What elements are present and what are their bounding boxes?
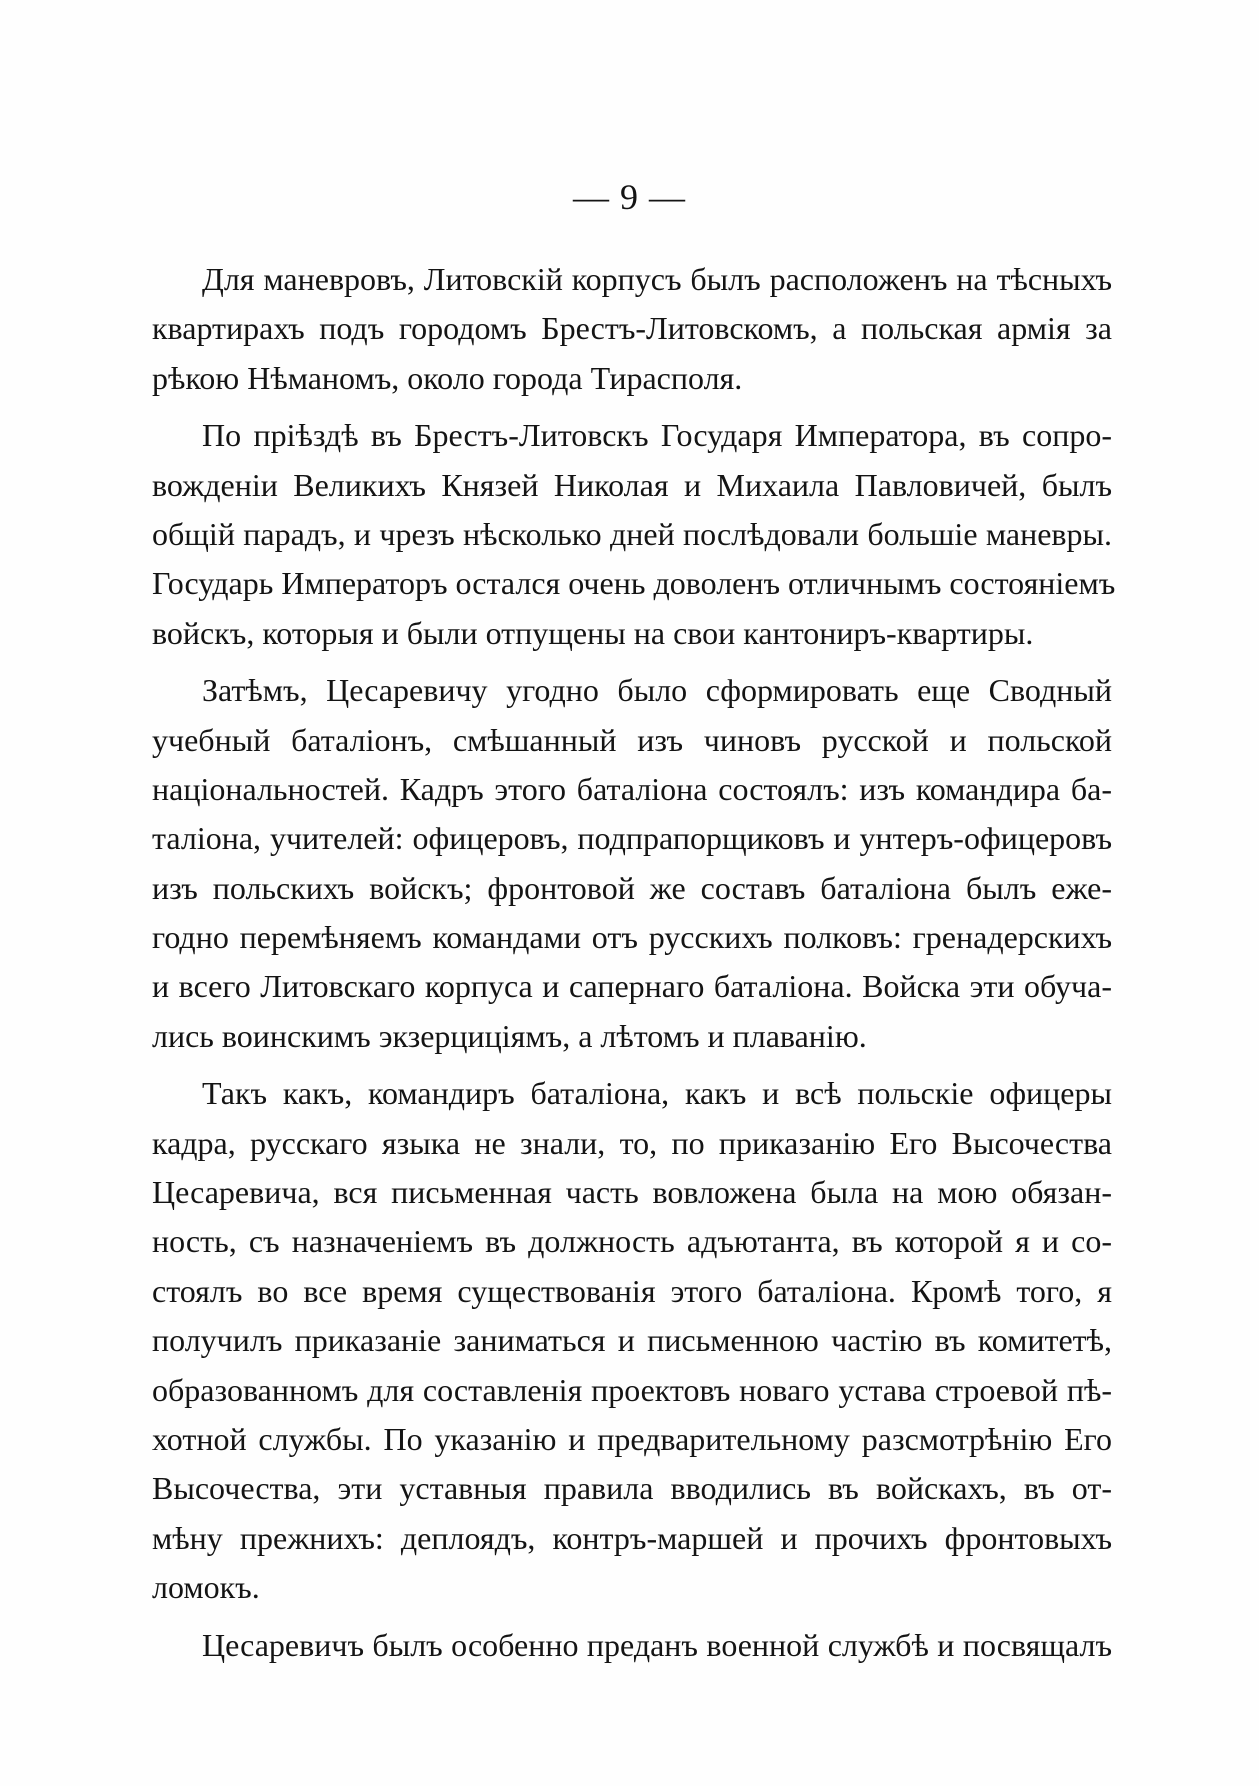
text-line: таліона, учителей: офицеровъ, подпрапорщиковъ и унтеръ-офицеровъ: [152, 820, 1112, 857]
text-line: кадра, русскаго языка не знали, то, по приказанію Его Высочества: [152, 1124, 1112, 1161]
text-line: національностей. Кадръ этого баталіона состоялъ: изъ командира ба-: [152, 770, 1112, 807]
text-line: стоялъ во все время существованія этого баталіона. Кромѣ того, я: [152, 1272, 1112, 1309]
text-line: Затѣмъ, Цесаревичу угодно было сформировать еще Сводный: [202, 672, 1112, 709]
text-line: Для маневровъ, Литовскій корпусъ былъ расположенъ на тѣсныхъ: [202, 261, 1112, 297]
text-line: учебный баталіонъ, смѣшанный изъ чиновъ русской и польской: [152, 721, 1112, 758]
text-line: ность, съ назначеніемъ въ должность адъютанта, въ которой я и со-: [152, 1223, 1112, 1260]
page-number: — 9 —: [573, 177, 686, 217]
text-line: Такъ какъ, командиръ баталіона, какъ и всѣ польскіе офицеры: [202, 1075, 1112, 1112]
text-line: получилъ приказаніе заниматься и письменною частію въ комитетѣ,: [152, 1322, 1112, 1359]
text-line: хотной службы. По указанію и предварительному разсмотрѣнію Его: [152, 1420, 1112, 1457]
body-text: [152, 255, 1116, 1670]
text-line: мѣну прежнихъ: деплоядъ, контръ-маршей и прочихъ фронтовыхъ: [152, 1519, 1112, 1556]
text-line: вожденіи Великихъ Князей Николая и Михаила Павловичей, былъ: [152, 466, 1112, 503]
text-line: годно перемѣняемъ командами отъ русскихъ полковъ: гренадерскихъ: [152, 919, 1112, 956]
text-line: По пріѣздѣ въ Брестъ-Литовскъ Государя Императора, въ сопро-: [202, 417, 1112, 454]
text-line: образованномъ для составленія проектовъ новаго устава строевой пѣ-: [152, 1371, 1112, 1408]
text-line: рѣкою Нѣманомъ, около города Тирасполя.: [152, 359, 743, 396]
text-line: ломокъ.: [152, 1569, 260, 1606]
text-line: Цесаревичъ былъ особенно преданъ военной службѣ и посвящалъ: [202, 1626, 1112, 1663]
text-line: Высочества, эти уставныя правила вводились въ войскахъ, въ от-: [152, 1470, 1112, 1507]
text-line: войскъ, которыя и были отпущены на свои кантониръ-квартиры.: [152, 614, 1034, 651]
text-line: и всего Литовскаго корпуса и сапернаго баталіона. Войска эти обуча-: [152, 968, 1112, 1005]
text-line: Цесаревича, вся письменная часть вовложена была на мою обязан-: [152, 1174, 1112, 1211]
text-line: лись воинскимъ экзерциціямъ, а лѣтомъ и плаванію.: [152, 1017, 867, 1054]
text-line: Государь Императоръ остался очень доволенъ отличнымъ состояніемъ: [152, 565, 1116, 602]
text-line: общій парадъ, и чрезъ нѣсколько дней послѣдовали большіе маневры.: [152, 515, 1112, 552]
text-line: квартирахъ подъ городомъ Брестъ-Литовскомъ, а польская армія за: [152, 310, 1112, 347]
text-line: изъ польскихъ войскъ; фронтовой же составъ баталіона былъ еже-: [152, 869, 1112, 906]
